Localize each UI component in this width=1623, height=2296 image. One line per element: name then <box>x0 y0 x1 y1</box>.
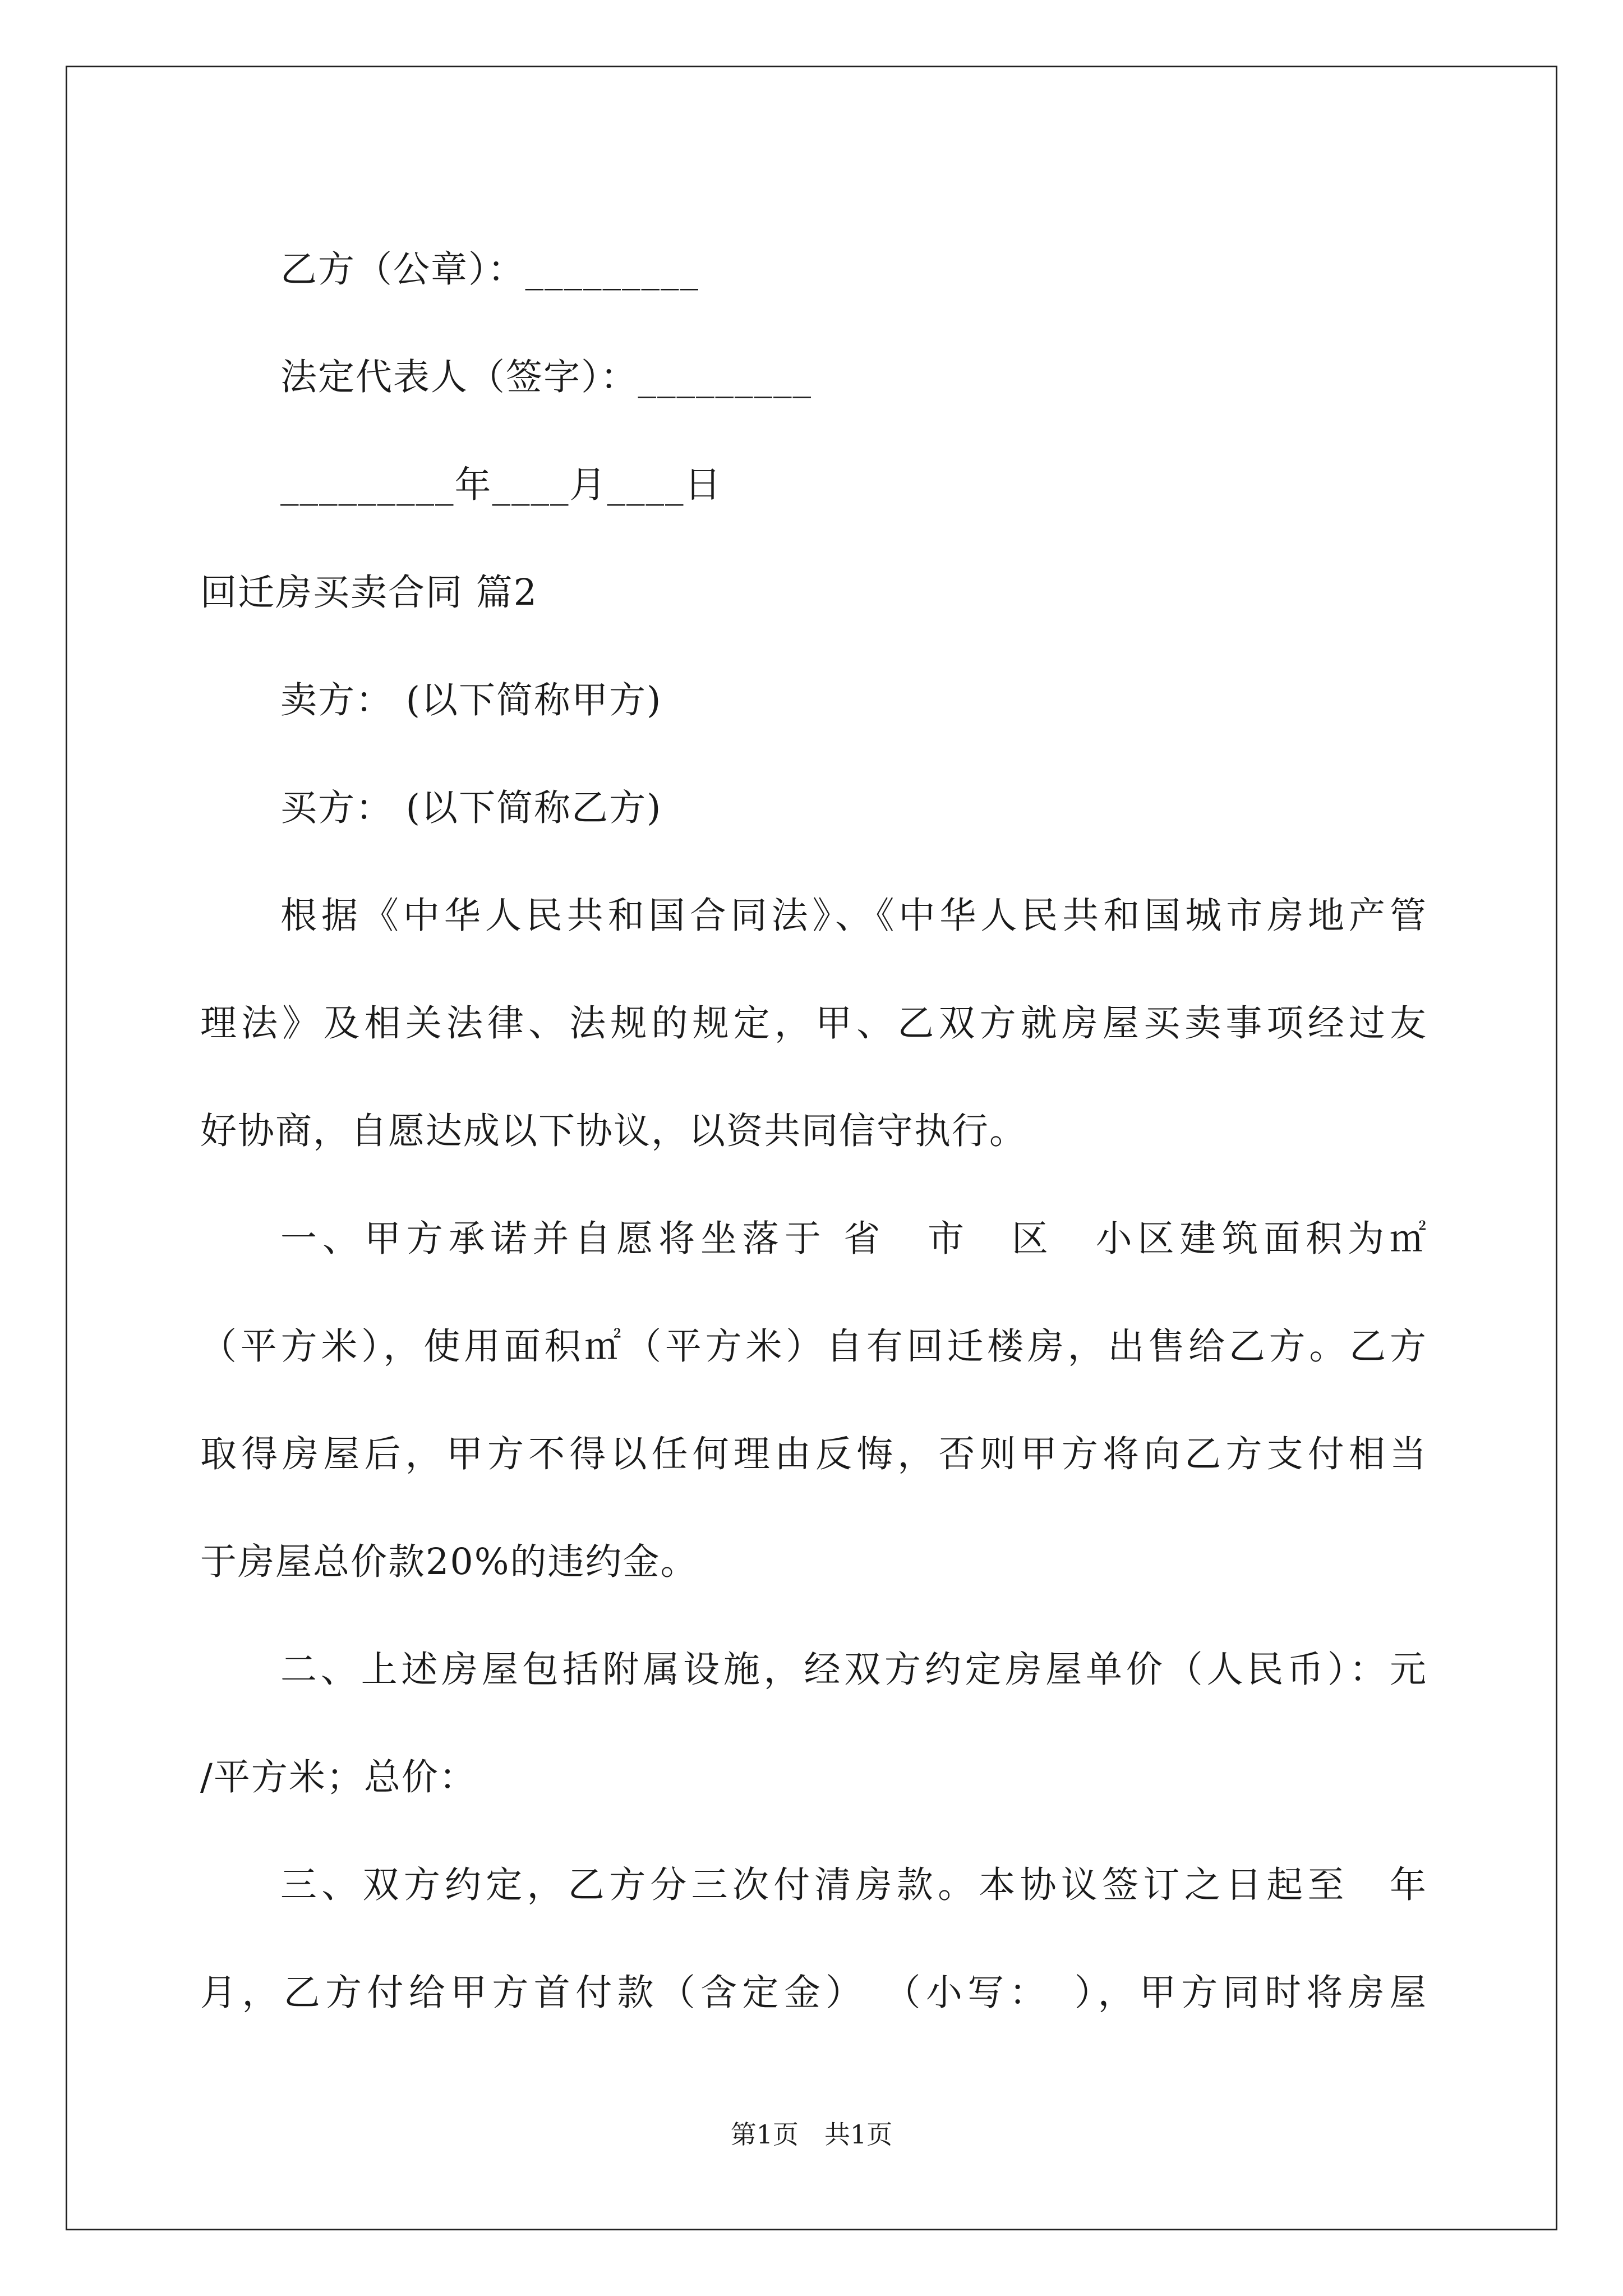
clause-1-line-3: 取得房屋后，甲方不得以任何理由反悔，否则甲方将向乙方支付相当 <box>200 1433 1427 1475</box>
page-footer: 第1页 共1页 <box>730 2119 893 2150</box>
clause-2-line-1: 二、上述房屋包括附属设施，经双方约定房屋单价（人民币）：元 <box>280 1649 1427 1691</box>
paragraph-basis-line-2: 理法》及相关法律、法规的规定，甲、乙双方就房屋买卖事项经过友 <box>200 1002 1427 1045</box>
seller-line: 卖方： (以下简称甲方) <box>280 679 662 721</box>
clause-3-line-1: 三、双方约定，乙方分三次付清房款。本协议签订之日起至 年 <box>280 1864 1427 1906</box>
section-title: 回迁房买卖合同 篇2 <box>200 572 538 614</box>
clause-1-line-2: （平方米），使用面积㎡（平方米）自有回迁楼房，出售给乙方。乙方 <box>200 1326 1427 1368</box>
clause-2-line-2: /平方米；总价： <box>200 1756 477 1798</box>
clause-3-line-2: 月，乙方付给甲方首付款（含定金） （小写： ），甲方同时将房屋 <box>200 1972 1427 2014</box>
clause-1-line-1: 一、甲方承诺并自愿将坐落于 省 市 区 小区建筑面积为㎡ <box>280 1218 1427 1260</box>
buyer-line: 买方： (以下简称乙方) <box>280 787 662 829</box>
date-line: _________年____月____日 <box>280 464 722 506</box>
paragraph-basis-line-1: 根据《中华人民共和国合同法》、《中华人民共和国城市房地产管 <box>280 895 1427 937</box>
party-b-seal-line: 乙方（公章）：_________ <box>280 249 700 291</box>
legal-representative-line: 法定代表人（签字）：_________ <box>280 356 813 398</box>
paragraph-basis-line-3: 好协商，自愿达成以下协议，以资共同信守执行。 <box>200 1110 1027 1152</box>
document-body <box>200 216 1427 2047</box>
clause-1-line-4: 于房屋总价款20%的违约金。 <box>200 1541 698 1583</box>
